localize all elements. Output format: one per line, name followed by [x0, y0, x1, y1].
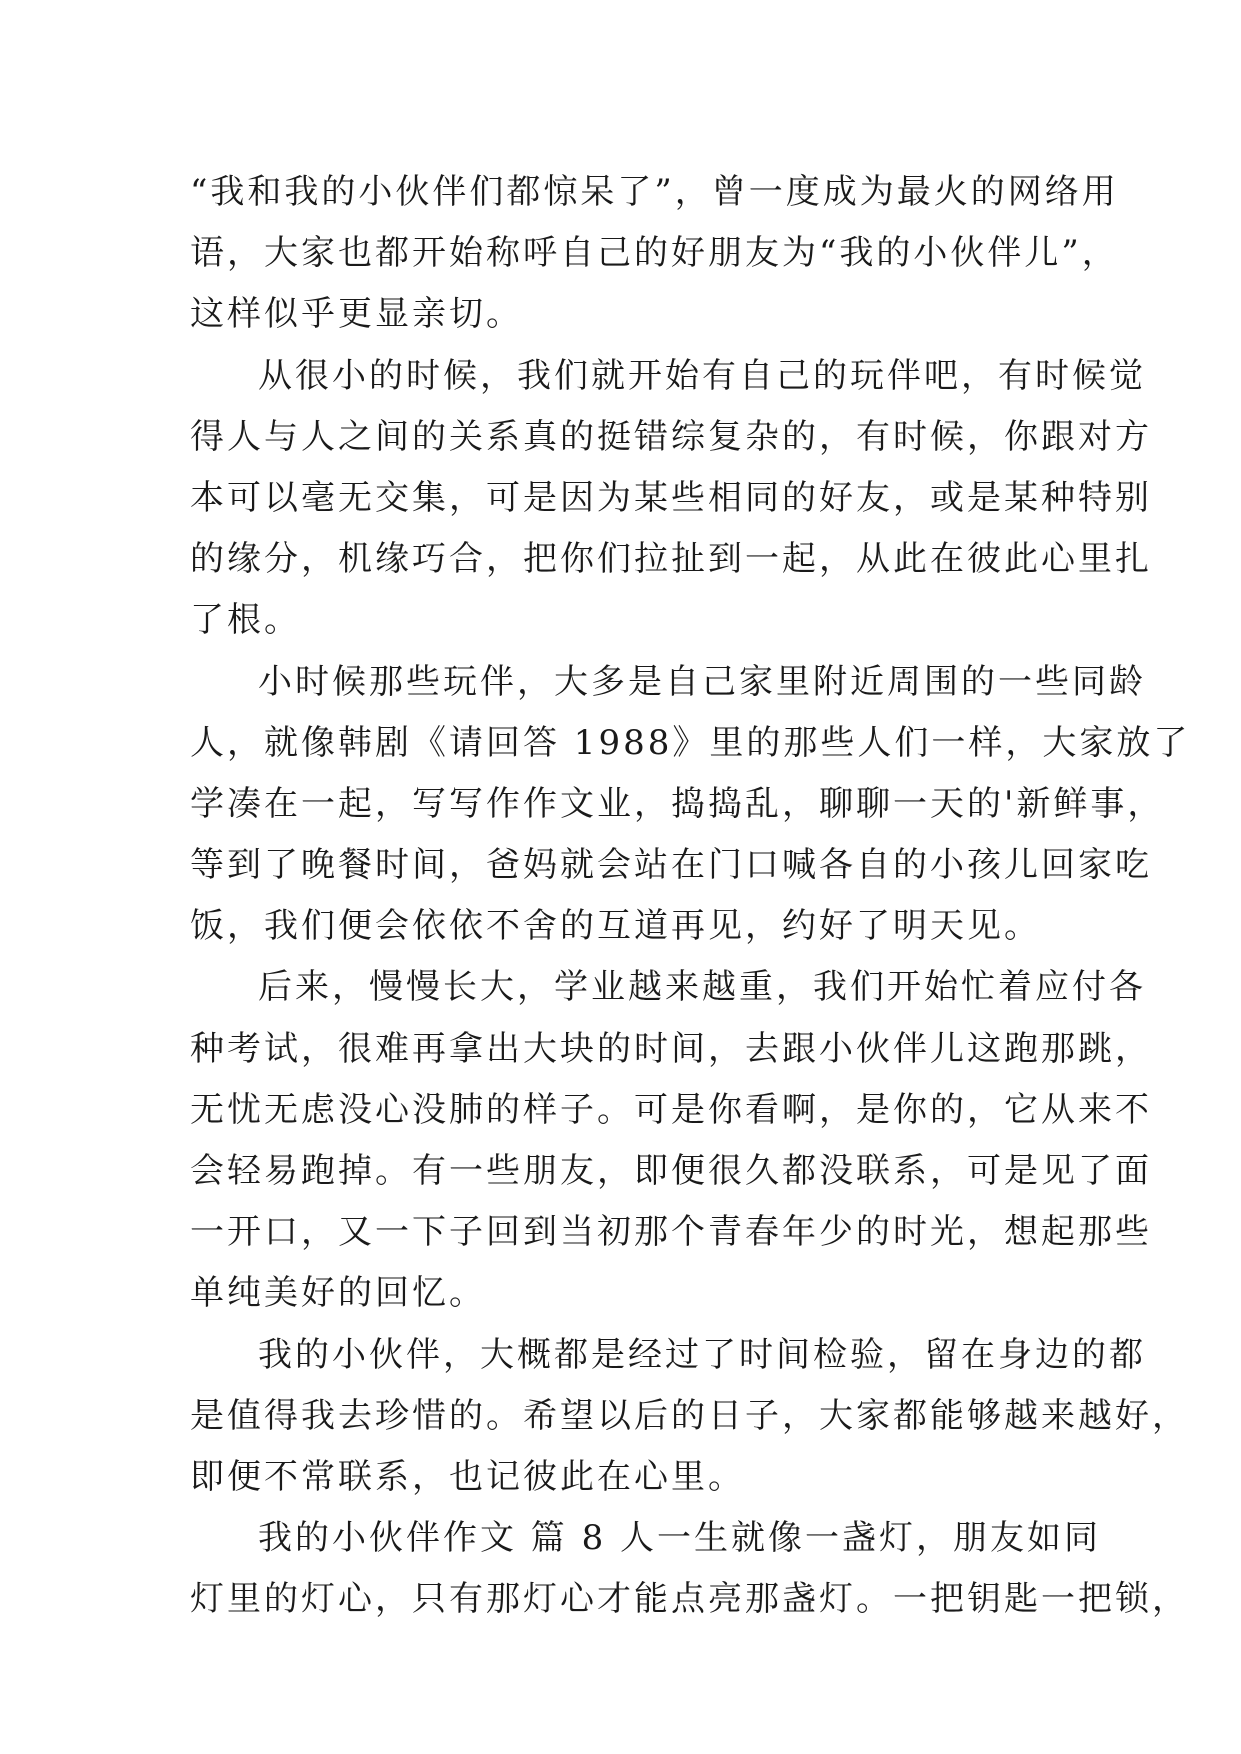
text-line: 从很小的时候，我们就开始有自己的玩伴吧，有时候觉 — [258, 355, 1146, 396]
text-line: 后来，慢慢长大，学业越来越重，我们开始忙着应付各 — [258, 967, 1146, 1008]
text-line: 我的小伙伴，大概都是经过了时间检验，留在身边的都 — [258, 1334, 1146, 1375]
text-line: 语，大家也都开始称呼自己的好朋友为“我的小伙伴儿”， — [190, 233, 1119, 274]
text-line: 无忧无虑没心没肺的样子。可是你看啊，是你的，它从来不 — [190, 1089, 1152, 1130]
text-line: 的缘分，机缘巧合，把你们拉扯到一起，从此在彼此心里扎 — [190, 539, 1152, 580]
text-line: 这样似乎更显亲切。 — [190, 294, 523, 335]
text-line: 种考试，很难再拿出大块的时间，去跟小伙伴儿这跑那跳， — [190, 1028, 1152, 1069]
text-line: 等到了晚餐时间，爸妈就会站在门口喊各自的小孩儿回家吃 — [190, 845, 1152, 886]
text-line: 小时候那些玩伴，大多是自己家里附近周围的一些同龄 — [258, 661, 1146, 702]
text-line: 即便不常联系，也记彼此在心里。 — [190, 1456, 745, 1497]
text-line: 我的小伙伴作文 篇 8 人一生就像一盏灯，朋友如同 — [258, 1518, 1102, 1559]
text-line: 得人与人之间的关系真的挺错综复杂的，有时候，你跟对方 — [190, 416, 1152, 457]
text-line: 是值得我去珍惜的。希望以后的日子，大家都能够越来越好， — [190, 1395, 1189, 1436]
text-line: 单纯美好的回忆。 — [190, 1273, 486, 1314]
text-line: “我和我的小伙伴们都惊呆了”，曾一度成为最火的网络用 — [190, 172, 1119, 212]
text-line: 人，就像韩剧《请回答 1988》里的那些人们一样，大家放了 — [190, 722, 1191, 763]
text-line: 会轻易跑掉。有一些朋友，即便很久都没联系，可是见了面 — [190, 1151, 1152, 1191]
text-line: 一开口，又一下子回到当初那个青春年少的时光，想起那些 — [190, 1212, 1152, 1253]
essay-body — [190, 162, 1191, 1631]
text-line: 学凑在一起，写写作作文业，捣捣乱，聊聊一天的'新鲜事， — [190, 783, 1165, 824]
text-line: 了根。 — [190, 600, 301, 641]
text-line: 饭，我们便会依依不舍的互道再见，约好了明天见。 — [190, 906, 1041, 947]
text-line: 本可以毫无交集，可是因为某些相同的好友，或是某种特别 — [190, 477, 1152, 518]
text-line: 灯里的灯心，只有那灯心才能点亮那盏灯。一把钥匙一把锁， — [190, 1579, 1189, 1620]
